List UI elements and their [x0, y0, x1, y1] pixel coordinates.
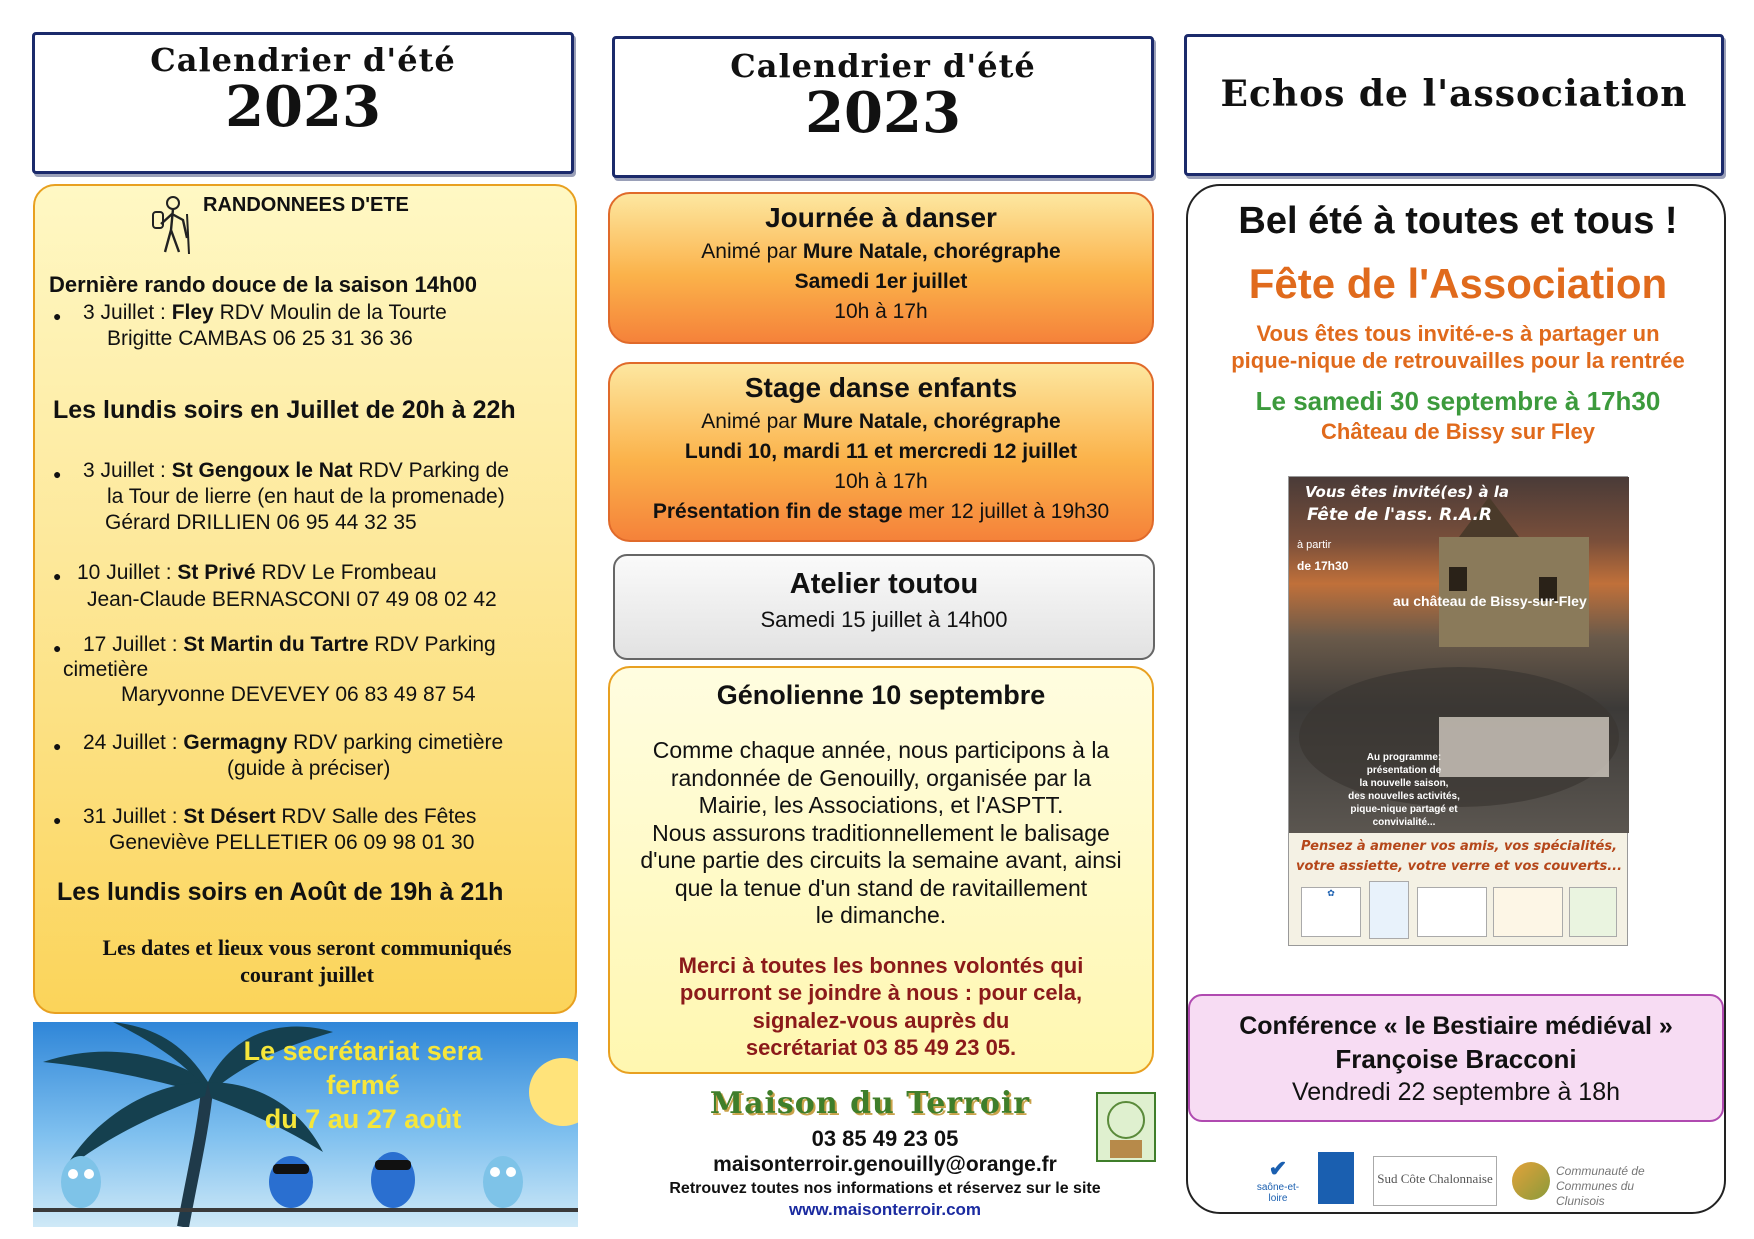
- col3-header: [1184, 34, 1724, 176]
- sudcote-logo-icon: [1417, 887, 1487, 937]
- clunisois-logo-icon: [1569, 887, 1617, 937]
- poster-l4: de 17h30: [1297, 559, 1349, 573]
- rando-item: [83, 633, 496, 657]
- geno-body-line: Mairie, les Associations, et l'ASPTT.: [698, 792, 1064, 818]
- poster-photo: [1289, 477, 1629, 833]
- invite: [1188, 320, 1728, 374]
- poster-prog-line: la nouvelle saison,: [1359, 778, 1449, 789]
- toutou-title: Atelier toutou: [789, 568, 979, 600]
- bullet: ●: [53, 738, 62, 754]
- poster-prog-line: des nouvelles activités,: [1348, 791, 1460, 802]
- stage-pres-date: mer 12 juillet à 19h30: [902, 500, 1110, 523]
- maison-logo-icon: [1493, 887, 1563, 937]
- poster-l2: Fête de l'ass. R.A.R: [1307, 505, 1493, 525]
- stage-pres-label: Présentation fin de stage: [652, 500, 903, 523]
- rando-item: [83, 459, 509, 483]
- poster-l3: à partir: [1297, 539, 1332, 551]
- saone-logo-mark-icon: ✔: [1268, 1156, 1288, 1181]
- col2-header: [612, 36, 1154, 178]
- fete-lieu: Château de Bissy sur Fley: [1321, 419, 1595, 444]
- aout-title: Les lundis soirs en Août de 19h à 21h: [57, 878, 504, 906]
- rando-rdv: RDV Parking de: [352, 459, 509, 482]
- douce-title: Dernière rando douce de la saison 14h00: [49, 272, 477, 297]
- conf-name: Françoise Bracconi: [1335, 1044, 1577, 1074]
- rando-rdv2: la Tour de lierre (en haut de la promenade): [107, 485, 505, 508]
- bird-icon: [269, 1156, 313, 1208]
- col1-header-year: 2023: [225, 74, 381, 140]
- douce-rdv: RDV Moulin de la Tourte: [213, 301, 447, 324]
- geno-merci-line: signalez-vous auprès du: [752, 1007, 1010, 1033]
- rando-panel: [33, 184, 577, 1014]
- rando-rdv2: cimetière: [63, 658, 149, 681]
- stage-pres: [610, 500, 1152, 524]
- bird-icon: [371, 1152, 415, 1208]
- douce-date: 3 Juillet :: [83, 301, 172, 324]
- poster-prog-line: présentation de: [1366, 765, 1442, 776]
- rando-date: 3 Juillet :: [83, 459, 172, 482]
- rando-note-line2: courant juillet: [240, 962, 374, 987]
- rando-contact: Maryvonne DEVEVEY 06 83 49 87 54: [121, 683, 476, 706]
- saone-logo: [1250, 1156, 1306, 1202]
- conf-title: Conférence « le Bestiaire médiéval »: [1239, 1012, 1673, 1040]
- rando-rdv: RDV Salle des Fêtes: [275, 805, 477, 828]
- rando-item: [83, 805, 476, 829]
- bullet: ●: [53, 812, 62, 828]
- conf-box: [1188, 994, 1724, 1122]
- rando-item: [83, 731, 503, 755]
- closure-line2: fermé: [326, 1070, 400, 1100]
- danser-anime: [610, 240, 1152, 264]
- stage-anime-by: Mure Natale, chorégraphe: [802, 410, 1061, 433]
- geno-body-line: randonnée de Genouilly, organisée par la: [670, 764, 1092, 791]
- col3-panel: [1186, 184, 1726, 1214]
- geno-merci: [610, 952, 1152, 1062]
- fete-date: Le samedi 30 septembre à 17h30: [1255, 386, 1661, 416]
- rando-contact: Geneviève PELLETIER 06 09 98 01 30: [109, 831, 475, 854]
- toutou-date: Samedi 15 juillet à 14h00: [760, 607, 1008, 632]
- geno-merci-line: pourront se joindre à nous : pour cela,: [679, 980, 1083, 1005]
- geno-body-line: d'une partie des circuits la semaine avant, ainsi: [640, 847, 1122, 873]
- rando-date: 24 Juillet :: [83, 731, 184, 754]
- geno-body-line: le dimanche.: [815, 902, 947, 928]
- stage-anime-prefix: Animé par: [701, 410, 803, 433]
- rando-contact: Jean-Claude BERNASCONI 07 49 08 02 42: [87, 588, 497, 611]
- toutou-panel: [613, 554, 1155, 660]
- rando-rdv: RDV parking cimetière: [287, 731, 504, 754]
- invite-line1: Vous êtes tous invité-e-s à partager un: [1256, 321, 1660, 346]
- geno-title: Génolienne 10 septembre: [716, 680, 1046, 710]
- geno-body-line: que la tenue d'un stand de ravitaillement: [674, 874, 1088, 901]
- rando-rdv: RDV Le Frombeau: [255, 561, 437, 584]
- clunisois-logo: [1512, 1160, 1672, 1208]
- rando-note-line1: Les dates et lieux vous seront communiqués: [102, 935, 512, 960]
- rando-contact: (guide à préciser): [227, 757, 391, 780]
- clunisois-logo-text: Communauté de Communes du Clunisois: [1556, 1164, 1645, 1208]
- rando-date: 17 Juillet :: [83, 633, 184, 656]
- rando-place: St Martin du Tartre: [183, 633, 369, 656]
- bullet: ●: [53, 308, 62, 324]
- poster-pensez-line2: votre assiette, votre verre et vos couverts...: [1295, 859, 1623, 874]
- footer-email[interactable]: maisonterroir.genouilly@orange.fr: [713, 1153, 1057, 1176]
- sudcote-logo-text: Sud Côte Chalonnaise: [1377, 1171, 1493, 1186]
- col2-header-year: 2023: [805, 80, 961, 146]
- clunisois-leaf-icon: [1512, 1162, 1550, 1200]
- bullet: ●: [53, 568, 62, 584]
- closure-line1: Le secrétariat sera: [243, 1036, 483, 1066]
- poster-l5: au château de Bissy-sur-Fley: [1393, 593, 1587, 609]
- stage-time: 10h à 17h: [834, 470, 928, 493]
- danser-anime-by: Mure Natale, chorégraphe: [802, 240, 1061, 263]
- stage-date: Lundi 10, mardi 11 et mercredi 12 juillet: [684, 440, 1078, 463]
- closure-banner: [33, 1022, 578, 1227]
- rando-note: [35, 934, 579, 988]
- poster-prog: [1329, 751, 1479, 829]
- conf-date: Vendredi 22 septembre à 18h: [1291, 1078, 1620, 1106]
- fete-poster: [1288, 476, 1628, 946]
- col1-header-line1: Calendrier d'été: [150, 41, 456, 79]
- invite-line2: pique-nique de retrouvailles pour la rentrée: [1231, 348, 1685, 373]
- geno-body: [610, 737, 1152, 930]
- bullet: ●: [53, 466, 62, 482]
- col3-header-title: Echos de l'association: [1220, 73, 1688, 115]
- rando-place: St Gengoux le Nat: [171, 459, 353, 482]
- poster-l1: Vous êtes invité(es) à la: [1305, 483, 1510, 501]
- footer-info: Retrouvez toutes nos informations et réservez sur le site: [669, 1180, 1101, 1197]
- fete-title: Fête de l'Association: [1248, 260, 1668, 307]
- rando-item: [77, 561, 437, 585]
- bullet: ●: [53, 640, 62, 656]
- poster-pensez: [1289, 833, 1629, 877]
- closure-text: [213, 1034, 513, 1136]
- rando-place: St Désert: [183, 805, 276, 828]
- rando-contact: Gérard DRILLIEN 06 95 44 32 35: [105, 511, 417, 534]
- closure-line3: du 7 au 27 août: [264, 1104, 462, 1134]
- rando-date: 10 Juillet :: [77, 561, 178, 584]
- geno-panel: [608, 666, 1154, 1074]
- saone-logo-text: saône-et-loire: [1256, 1182, 1300, 1204]
- rando-place: Germagny: [183, 731, 288, 754]
- geno-body-line: Comme chaque année, nous participons à la: [652, 737, 1110, 763]
- juillet-title: Les lundis soirs en Juillet de 20h à 22h: [53, 396, 516, 424]
- douce-place: Fley: [171, 301, 214, 324]
- rando-place: St Privé: [177, 561, 256, 584]
- danser-anime-prefix: Animé par: [701, 240, 803, 263]
- douce-line: [83, 301, 447, 325]
- col2-header-line1: Calendrier d'été: [730, 47, 1036, 85]
- danser-date: Samedi 1er juillet: [794, 270, 968, 293]
- poster-prog-line: Au programme:: [1366, 752, 1442, 763]
- poster-pensez-line1: Pensez à amener vos amis, vos spécialités,: [1300, 839, 1618, 854]
- stage-anime: [610, 410, 1152, 434]
- footer-phone: 03 85 49 23 05: [811, 1126, 959, 1151]
- rando-date: 31 Juillet :: [83, 805, 184, 828]
- sudcote-logo: [1373, 1156, 1497, 1206]
- bird-icon: [483, 1156, 523, 1208]
- maison-logo: Maison du Terroir: [709, 1086, 1031, 1121]
- poster-logos: [1297, 881, 1621, 941]
- danser-panel: [608, 192, 1154, 344]
- famille-logo: [1318, 1152, 1354, 1204]
- stage-panel: [608, 362, 1154, 542]
- bel-ete: Bel été à toutes et tous !: [1238, 200, 1678, 242]
- poster-prog-line: pique-nique partagé et convivialité...: [1350, 804, 1458, 828]
- hiker-icon: [147, 194, 197, 256]
- geno-body-line: Nous assurons traditionnellement le balisage: [652, 819, 1110, 846]
- bird-icon: [61, 1156, 101, 1208]
- famille-logo-icon: [1369, 881, 1409, 939]
- stage-title: Stage danse enfants: [744, 372, 1018, 403]
- danser-time: 10h à 17h: [834, 300, 928, 323]
- geno-merci-line: secrétariat 03 85 49 23 05.: [745, 1035, 1017, 1060]
- danser-title: Journée à danser: [765, 202, 997, 233]
- geno-merci-line: Merci à toutes les bonnes volontés qui: [678, 952, 1084, 978]
- rando-rdv: RDV Parking: [368, 633, 496, 656]
- rando-title: RANDONNEES D'ETE: [203, 194, 409, 216]
- col1-header: [32, 32, 574, 174]
- footer-site[interactable]: www.maisonterroir.com: [788, 1200, 982, 1219]
- saone-logo-icon: ✿: [1301, 887, 1361, 937]
- douce-contact: Brigitte CAMBAS 06 25 31 36 36: [107, 327, 413, 350]
